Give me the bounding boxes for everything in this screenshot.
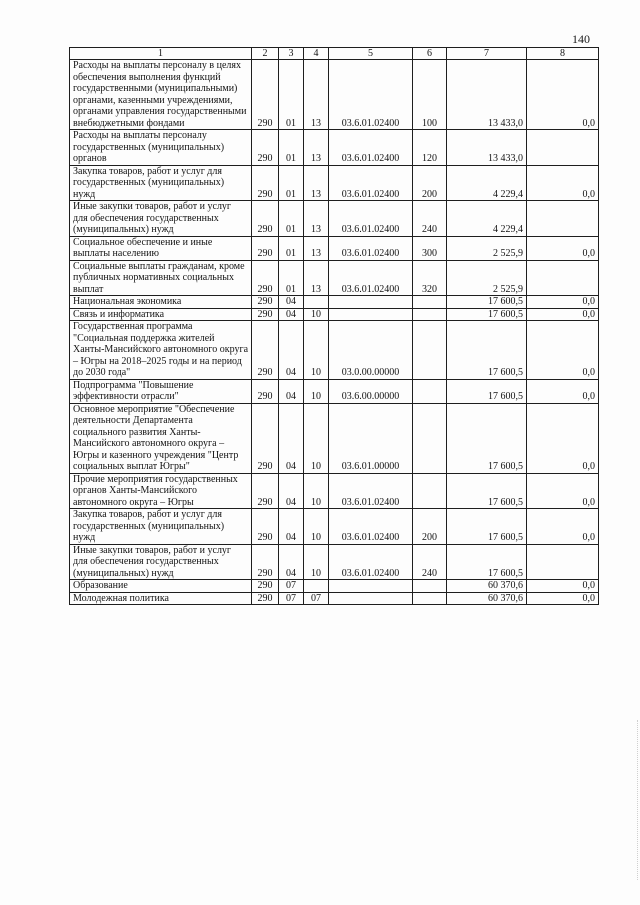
cell-amount: 17 600,5 [447, 544, 527, 580]
row-name: Основное мероприятие "Обеспечение деятельности Департамента социального развития Ханты-Мансийского автономного округа – Югры и казенного учреждения "Центр социальных выплат Югры" [70, 403, 252, 473]
cell-subsection: 10 [304, 509, 329, 545]
cell-subsection: 10 [304, 403, 329, 473]
cell-amount: 13 433,0 [447, 60, 527, 130]
cell-expense-type: 200 [413, 165, 447, 201]
cell-subvention: 0,0 [527, 403, 599, 473]
cell-target-article: 03.6.01.02400 [329, 165, 413, 201]
row-name: Образование [70, 580, 252, 593]
cell-ved: 290 [252, 544, 279, 580]
cell-section: 01 [279, 60, 304, 130]
cell-expense-type [413, 296, 447, 309]
cell-ved: 290 [252, 580, 279, 593]
cell-subsection: 10 [304, 379, 329, 403]
cell-subsection [304, 580, 329, 593]
table-row [70, 60, 599, 130]
cell-target-article: 03.6.01.02400 [329, 60, 413, 130]
cell-section: 01 [279, 165, 304, 201]
cell-expense-type: 300 [413, 236, 447, 260]
cell-ved: 290 [252, 236, 279, 260]
cell-ved: 290 [252, 260, 279, 296]
row-name: Расходы на выплаты персоналу государственных (муниципальных) органов [70, 130, 252, 166]
cell-section: 01 [279, 201, 304, 237]
cell-subsection: 10 [304, 473, 329, 509]
cell-target-article: 03.6.01.02400 [329, 544, 413, 580]
cell-amount: 4 229,4 [447, 201, 527, 237]
table-row [70, 509, 599, 545]
table-row [70, 592, 599, 605]
cell-amount: 2 525,9 [447, 260, 527, 296]
cell-ved: 290 [252, 308, 279, 321]
cell-section: 04 [279, 308, 304, 321]
row-name: Связь и информатика [70, 308, 252, 321]
cell-section: 01 [279, 236, 304, 260]
cell-section: 07 [279, 592, 304, 605]
table-row [70, 130, 599, 166]
cell-subvention: 0,0 [527, 321, 599, 380]
header-col-3: 3 [279, 48, 304, 60]
cell-ved: 290 [252, 296, 279, 309]
cell-target-article [329, 580, 413, 593]
cell-amount: 17 600,5 [447, 473, 527, 509]
cell-target-article: 03.0.00.00000 [329, 321, 413, 380]
table-row [70, 236, 599, 260]
cell-expense-type [413, 321, 447, 380]
cell-subvention: 0,0 [527, 592, 599, 605]
cell-subvention: 0,0 [527, 60, 599, 130]
cell-subvention: 0,0 [527, 308, 599, 321]
cell-expense-type [413, 473, 447, 509]
cell-expense-type [413, 308, 447, 321]
row-name: Закупка товаров, работ и услуг для государственных (муниципальных) нужд [70, 509, 252, 545]
cell-subvention [527, 544, 599, 580]
cell-expense-type [413, 580, 447, 593]
header-row [70, 48, 599, 60]
row-name: Расходы на выплаты персоналу в целях обеспечения выполнения функций государственными (муниципальными) органами, казенными учреждениями, органами управления государственными внебюджетными фондами [70, 60, 252, 130]
table-row [70, 201, 599, 237]
header-col-4: 4 [304, 48, 329, 60]
cell-amount: 60 370,6 [447, 592, 527, 605]
cell-ved: 290 [252, 60, 279, 130]
cell-expense-type: 240 [413, 201, 447, 237]
cell-amount: 13 433,0 [447, 130, 527, 166]
cell-target-article: 03.6.01.02400 [329, 260, 413, 296]
cell-section: 04 [279, 296, 304, 309]
cell-subvention: 0,0 [527, 509, 599, 545]
cell-section: 04 [279, 544, 304, 580]
cell-expense-type: 100 [413, 60, 447, 130]
scan-edge-marks [636, 720, 638, 880]
cell-target-article: 03.6.01.02400 [329, 130, 413, 166]
cell-subvention: 0,0 [527, 473, 599, 509]
cell-subvention [527, 130, 599, 166]
cell-expense-type: 240 [413, 544, 447, 580]
cell-subsection: 10 [304, 321, 329, 380]
cell-amount: 4 229,4 [447, 165, 527, 201]
cell-amount: 17 600,5 [447, 403, 527, 473]
header-col-8: 8 [527, 48, 599, 60]
cell-expense-type [413, 592, 447, 605]
cell-amount: 2 525,9 [447, 236, 527, 260]
cell-section: 04 [279, 403, 304, 473]
table-row [70, 403, 599, 473]
cell-expense-type [413, 379, 447, 403]
header-col-1: 1 [70, 48, 252, 60]
cell-ved: 290 [252, 403, 279, 473]
cell-section: 04 [279, 379, 304, 403]
cell-target-article: 03.6.00.00000 [329, 379, 413, 403]
cell-subvention: 0,0 [527, 236, 599, 260]
cell-section: 04 [279, 509, 304, 545]
cell-section: 04 [279, 321, 304, 380]
table-row [70, 165, 599, 201]
cell-subvention: 0,0 [527, 165, 599, 201]
table-row [70, 296, 599, 309]
cell-amount: 17 600,5 [447, 321, 527, 380]
page-number: 140 [572, 32, 590, 46]
table-row [70, 260, 599, 296]
row-name: Социальные выплаты гражданам, кроме публичных нормативных социальных выплат [70, 260, 252, 296]
table-row [70, 308, 599, 321]
cell-target-article: 03.6.01.02400 [329, 201, 413, 237]
cell-subvention [527, 260, 599, 296]
cell-target-article [329, 296, 413, 309]
header-col-2: 2 [252, 48, 279, 60]
row-name: Молодежная политика [70, 592, 252, 605]
cell-expense-type: 320 [413, 260, 447, 296]
cell-subsection: 13 [304, 260, 329, 296]
cell-ved: 290 [252, 165, 279, 201]
row-name: Закупка товаров, работ и услуг для государственных (муниципальных) нужд [70, 165, 252, 201]
cell-target-article [329, 308, 413, 321]
cell-subsection: 13 [304, 60, 329, 130]
row-name: Иные закупки товаров, работ и услуг для обеспечения государственных (муниципальных) нужд [70, 201, 252, 237]
cell-expense-type [413, 403, 447, 473]
cell-expense-type: 120 [413, 130, 447, 166]
header-col-5: 5 [329, 48, 413, 60]
cell-ved: 290 [252, 592, 279, 605]
table-row [70, 544, 599, 580]
table-row [70, 321, 599, 380]
cell-amount: 17 600,5 [447, 308, 527, 321]
cell-target-article: 03.6.01.02400 [329, 236, 413, 260]
row-name: Прочие мероприятия государственных органов Ханты-Мансийского автономного округа – Югры [70, 473, 252, 509]
cell-ved: 290 [252, 379, 279, 403]
table-row [70, 473, 599, 509]
cell-subvention: 0,0 [527, 580, 599, 593]
cell-section: 01 [279, 130, 304, 166]
cell-amount: 17 600,5 [447, 379, 527, 403]
cell-section: 07 [279, 580, 304, 593]
cell-subsection: 13 [304, 236, 329, 260]
cell-amount: 17 600,5 [447, 296, 527, 309]
table-row [70, 580, 599, 593]
cell-section: 04 [279, 473, 304, 509]
cell-ved: 290 [252, 130, 279, 166]
row-name: Социальное обеспечение и иные выплаты населению [70, 236, 252, 260]
cell-target-article: 03.6.01.02400 [329, 473, 413, 509]
cell-ved: 290 [252, 321, 279, 380]
cell-ved: 290 [252, 473, 279, 509]
cell-ved: 290 [252, 201, 279, 237]
row-name: Подпрограмма "Повышение эффективности отрасли" [70, 379, 252, 403]
row-name: Государственная программа "Социальная поддержка жителей Ханты-Мансийского автономного округа – Югры на 2018–2025 годы и на период до 2030 года" [70, 321, 252, 380]
row-name: Национальная экономика [70, 296, 252, 309]
cell-subsection: 10 [304, 544, 329, 580]
cell-subvention: 0,0 [527, 379, 599, 403]
header-col-7: 7 [447, 48, 527, 60]
cell-subsection: 10 [304, 308, 329, 321]
cell-target-article [329, 592, 413, 605]
cell-amount: 17 600,5 [447, 509, 527, 545]
row-name: Иные закупки товаров, работ и услуг для обеспечения государственных (муниципальных) нужд [70, 544, 252, 580]
cell-section: 01 [279, 260, 304, 296]
cell-ved: 290 [252, 509, 279, 545]
cell-subsection [304, 296, 329, 309]
cell-subvention [527, 201, 599, 237]
cell-subsection: 13 [304, 201, 329, 237]
cell-amount: 60 370,6 [447, 580, 527, 593]
cell-subvention: 0,0 [527, 296, 599, 309]
cell-target-article: 03.6.01.00000 [329, 403, 413, 473]
cell-subsection: 07 [304, 592, 329, 605]
header-col-6: 6 [413, 48, 447, 60]
table-row [70, 379, 599, 403]
cell-target-article: 03.6.01.02400 [329, 509, 413, 545]
budget-table [69, 47, 599, 605]
cell-subsection: 13 [304, 130, 329, 166]
cell-expense-type: 200 [413, 509, 447, 545]
cell-subsection: 13 [304, 165, 329, 201]
